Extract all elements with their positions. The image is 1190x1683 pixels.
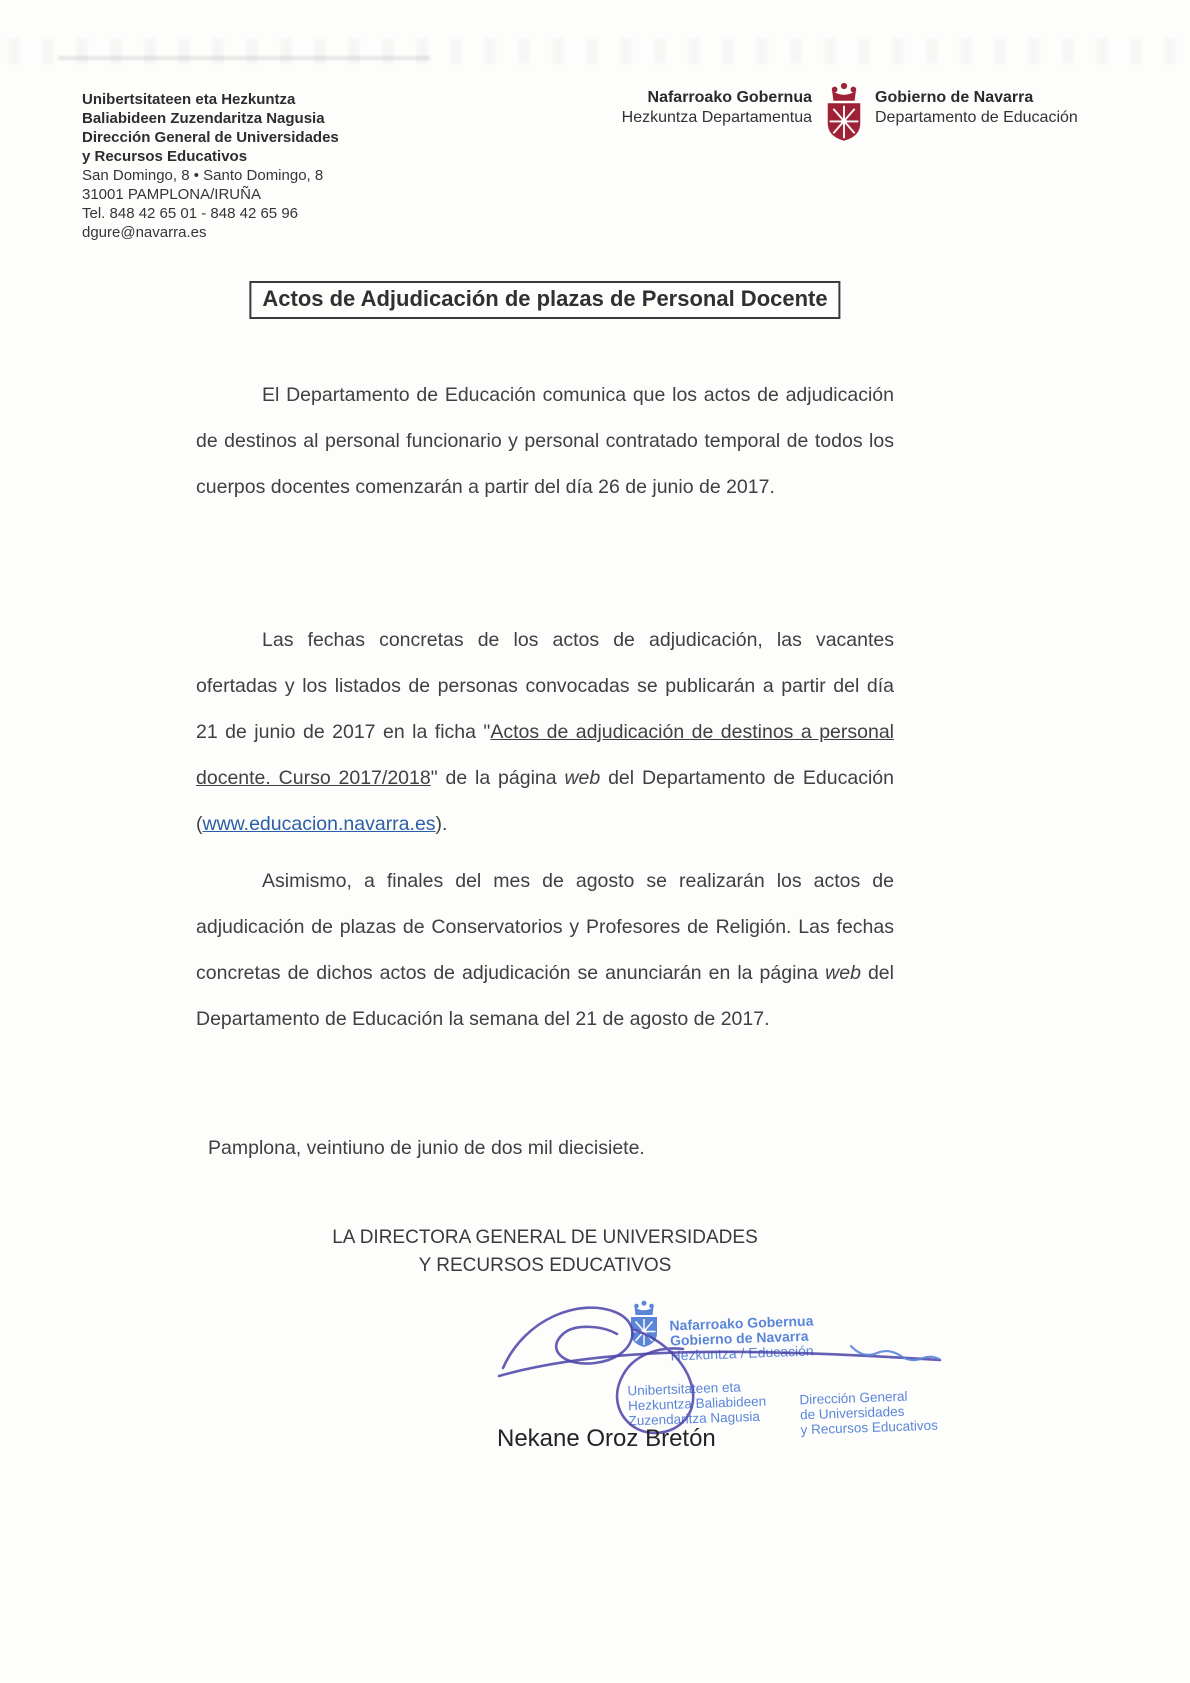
sender-city: 31001 PAMPLONA/IRUÑA [82, 186, 261, 203]
government-header [612, 88, 1078, 147]
gov-header-spanish [875, 88, 1078, 128]
sender-line: y Recursos Educativos [82, 148, 248, 165]
sender-line: Baliabideen Zuzendaritza Nagusia [82, 110, 325, 127]
sender-street: San Domingo, 8 • Santo Domingo, 8 [82, 167, 324, 184]
stamp-line: Zuzendaritza Nagusia [628, 1408, 761, 1429]
paragraph-2-mid2: del Departamento de Educación ( [196, 767, 894, 835]
signatory-name: Nekane Oroz Bretón [497, 1425, 716, 1452]
role-line-2: Y RECURSOS EDUCATIVOS [418, 1255, 672, 1276]
ficha-reference-underlined: Actos de adjudicación de destinos a personal docente. Curso 2017/2018 [196, 721, 894, 789]
paragraph-1: El Departamento de Educación comunica que los actos de adjudicación de destinos al personal funcionario y personal contratado temporal de todos los cuerpos docentes comenzarán a partir del día 26 de junio de 2017. [196, 384, 894, 498]
paragraph-3-lead: Asimismo, a finales del mes de agosto se realizarán los actos de adjudicación de plazas de Conservatorios y Profesores de Religión. Las fechas concretas de dichos actos de adjudicación se anunciarán en la página [196, 870, 894, 984]
educacion-navarra-link[interactable]: www.educacion.navarra.es [202, 813, 436, 835]
stamp-org-basque: Nafarroako Gobernua [669, 1312, 814, 1334]
place-date-line: Pamplona, veintiuno de junio de dos mil diecisiete. [208, 1137, 645, 1159]
sender-email: dgure@navarra.es [82, 224, 207, 241]
paragraph-3 [196, 858, 894, 1042]
sender-address-block [82, 90, 339, 242]
paragraph-2-tail: ). [435, 813, 448, 835]
sender-line: Dirección General de Universidades [82, 129, 339, 146]
role-line-1: LA DIRECTORA GENERAL DE UNIVERSIDADES [332, 1227, 758, 1248]
gov-header-basque [612, 88, 812, 128]
gov-name-spanish: Gobierno de Navarra [875, 89, 1034, 106]
stamp-line: Unibertsitateen eta [627, 1379, 742, 1399]
navarra-coat-of-arms-icon [821, 82, 867, 147]
paragraph-2-lead: Las fechas concretas de los actos de adjudicación, las vacantes ofertadas y los listados de personas convocadas se publicarán a partir del día 21 de junio de 2017 en la ficha " [196, 629, 894, 743]
paragraph-2 [196, 617, 894, 847]
stamp-line: de Universidades [799, 1403, 905, 1423]
stamp-dept: Hezkuntza / Educación [670, 1342, 814, 1364]
word-web-italic: web [564, 767, 601, 789]
stamp-line: y Recursos Educativos [800, 1417, 939, 1438]
scan-artifact [58, 56, 430, 60]
stamp-org-spanish: Gobierno de Navarra [669, 1327, 809, 1349]
stamp-line: Dirección General [799, 1388, 908, 1408]
scan-artifact [8, 38, 1178, 64]
stamp-line: Hezkuntza Baliabideen [627, 1393, 767, 1414]
document-title [249, 281, 840, 319]
paragraph-2-mid: " de la página [430, 767, 565, 789]
paragraph-3-tail: del Departamento de Educación la semana del 21 de agosto de 2017. [196, 962, 894, 1030]
signatory-role [196, 1224, 894, 1280]
gov-dept-spanish: Departamento de Educación [875, 109, 1078, 126]
gov-name-basque: Nafarroako Gobernua [647, 89, 812, 106]
word-web-italic: web [825, 962, 861, 984]
sender-line: Unibertsitateen eta Hezkuntza [82, 91, 296, 108]
document-title-text: Actos de Adjudicación de plazas de Personal Docente [262, 286, 828, 311]
sender-phone: Tel. 848 42 65 01 - 848 42 65 96 [82, 205, 299, 222]
gov-dept-basque: Hezkuntza Departamentua [621, 109, 812, 126]
